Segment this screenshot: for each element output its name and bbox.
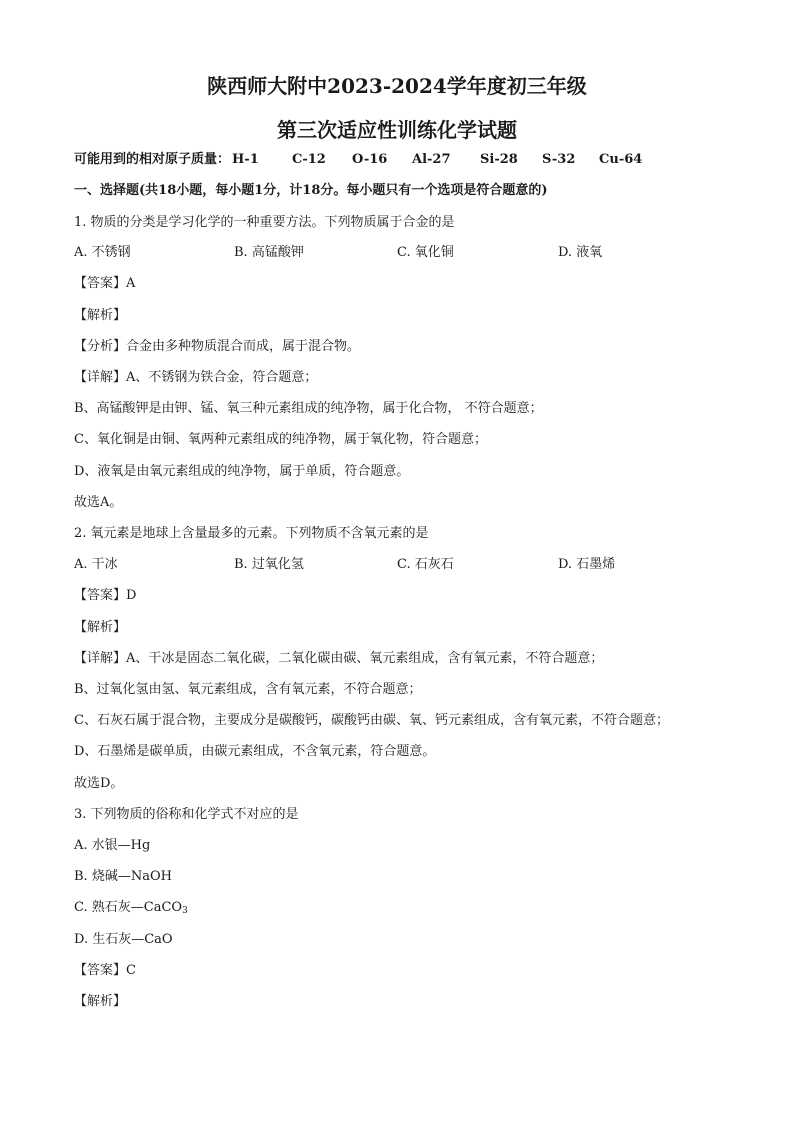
option-b: B. 高锰酸钾 [234,245,304,260]
mass-item: Cu-64 [599,152,643,167]
answer-label: 【答案】D [74,588,137,603]
mass-item: C-12 [292,152,326,167]
option-b: B. 烧碱—NaOH [74,869,172,884]
analysis-label: 【解析】 [74,620,127,635]
analysis-label: 【解析】 [74,994,127,1009]
option-c-text: C. 熟石灰—CaCO [74,900,183,915]
mass-item: S-32 [542,152,576,167]
answer-label: 【答案】C [74,963,136,978]
atomic-masses-line [74,152,642,168]
option-a: A. 水银—Hg [74,838,151,853]
option-c: C. 氧化铜 [397,245,454,260]
analysis-label: 【解析】 [74,308,127,323]
detail-line: C、氧化铜是由铜、氧两种元素组成的纯净物，属于氧化物，符合题意； [74,432,487,447]
question-1-options [74,245,734,261]
detail-line: 【详解】A、干冰是固态二氧化碳，二氧化碳由碳、氧元素组成，含有氧元素，不符合题意； [74,651,604,666]
page-title: 陕西师大附中2023-2024学年度初三年级 [207,74,587,98]
section-heading: 一、选择题(共18小题，每小题1分，计18分。每小题只有一个选项是符合题意的) [74,183,548,198]
answer-label: 【答案】A [74,276,136,291]
option-c [74,900,188,916]
detail-line: C、石灰石属于混合物，主要成分是碳酸钙，碳酸钙由碳、氧、钙元素组成，含有氧元素，不符合题意； [74,713,669,728]
option-a: A. 干冰 [74,557,118,572]
option-a: A. 不锈钢 [74,245,131,260]
mass-item: Al-27 [412,152,451,167]
conclusion: 故选D。 [74,776,124,791]
question-2-stem: 2. 氧元素是地球上含量最多的元素。下列物质不含氧元素的是 [74,526,429,541]
detail-line: D、液氧是由氧元素组成的纯净物，属于单质，符合题意。 [74,464,410,479]
mass-item: Si-28 [480,152,518,167]
detail-line: B、高锰酸钾是由钾、锰、氧三种元素组成的纯净物，属于化合物， 不符合题意； [74,401,543,416]
detail-line: 【详解】A、不锈钢为铁合金，符合题意； [74,370,318,385]
mass-item: O-16 [352,152,388,167]
analysis-note: 【分析】合金由多种物质混合而成，属于混合物。 [74,339,361,354]
atomic-masses-label: 可能用到的相对原子质量： [74,152,231,167]
page-subtitle: 第三次适应性训练化学试题 [277,118,517,142]
mass-item: H-1 [232,152,259,167]
question-1-stem: 1. 物质的分类是学习化学的一种重要方法。下列物质属于合金的是 [74,215,455,230]
conclusion: 故选A。 [74,495,123,510]
option-c: C. 石灰石 [397,557,454,572]
detail-line: B、过氧化氢由氢、氧元素组成，含有氧元素，不符合题意； [74,682,422,697]
subscript: 3 [182,906,188,916]
option-d: D. 液氧 [558,245,603,260]
question-2-options [74,557,734,573]
question-3-stem: 3. 下列物质的俗称和化学式不对应的是 [74,807,299,822]
option-b: B. 过氧化氢 [234,557,304,572]
option-d: D. 生石灰—CaO [74,932,173,947]
option-d: D. 石墨烯 [558,557,616,572]
detail-line: D、石墨烯是碳单质，由碳元素组成，不含氧元素，符合题意。 [74,744,436,759]
